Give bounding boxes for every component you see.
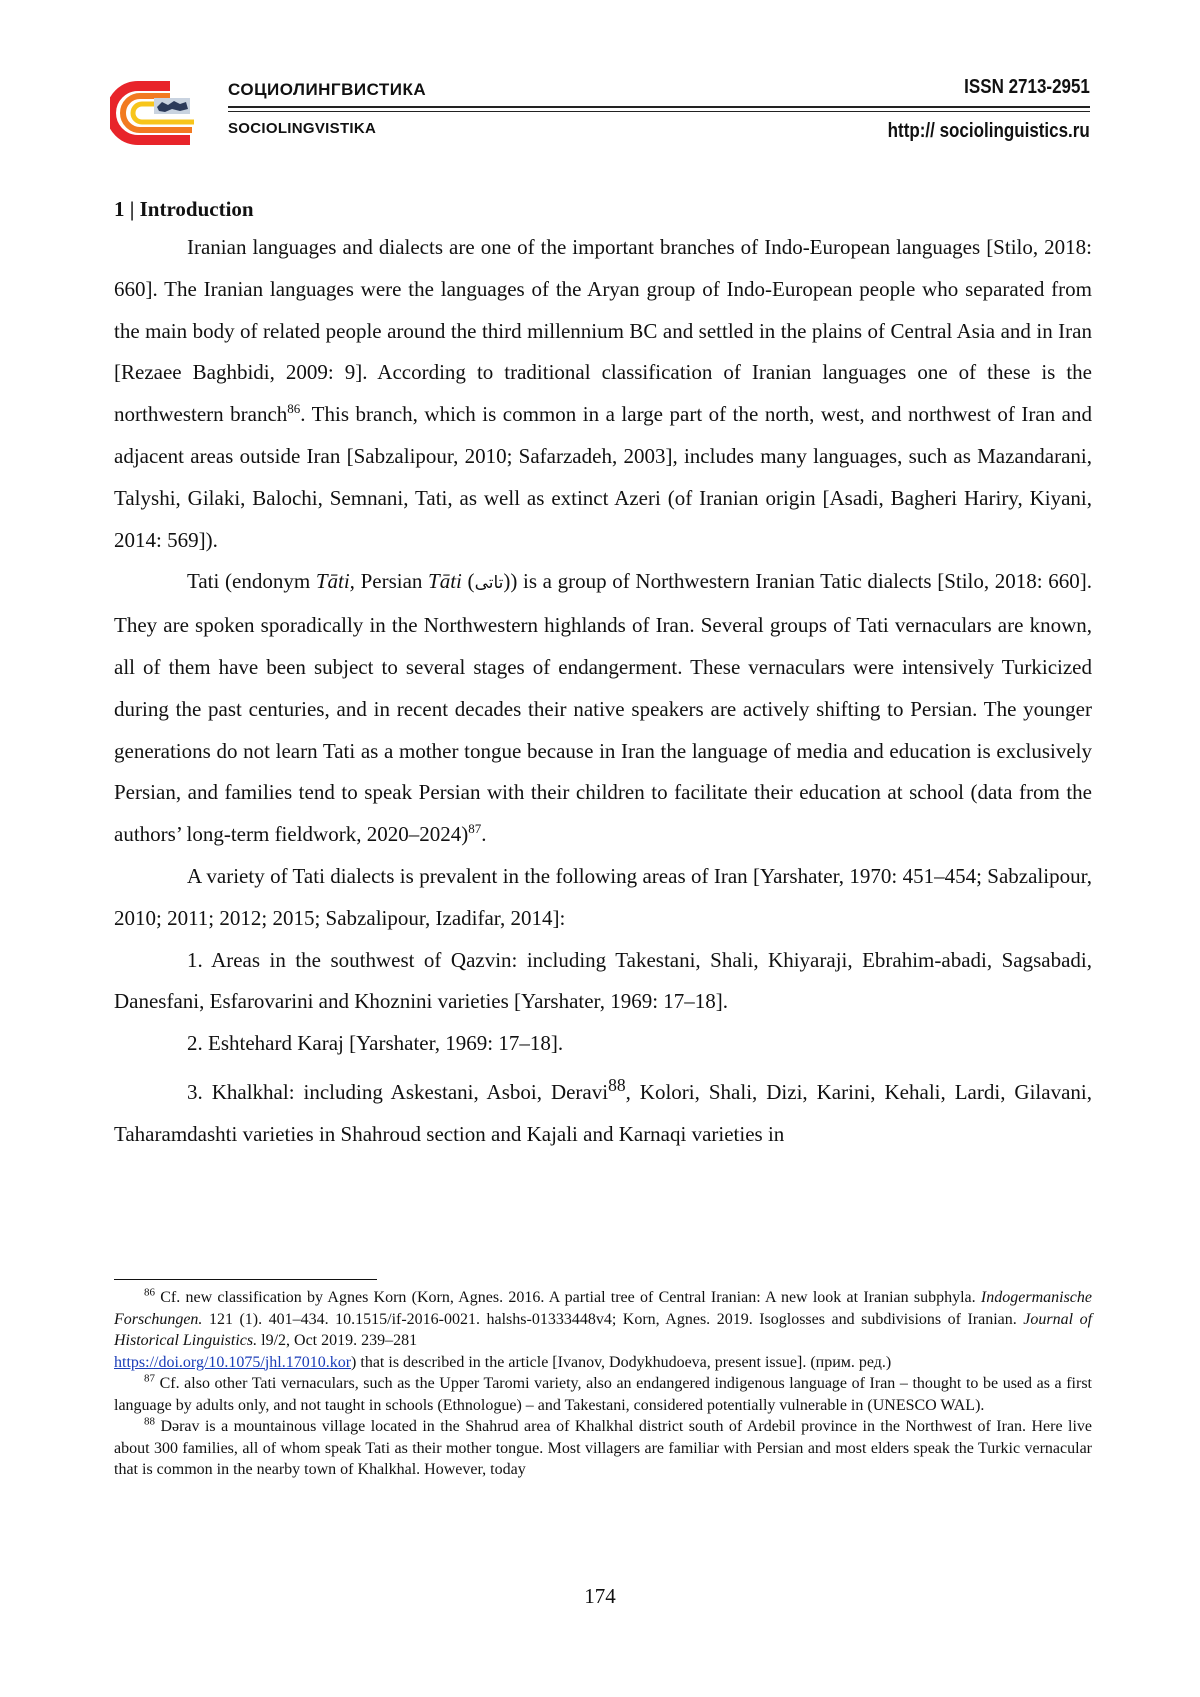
journal-title-en: SOCIOLINGVISTIKA bbox=[228, 120, 377, 137]
footnote-ref-88[interactable]: 88 bbox=[608, 1074, 626, 1095]
paragraph: Tati (endonym Tāti, Persian Tāti (تاتی)) is a group of Northwestern Iranian Tatic dialects [Stilo, 2018: 660]. They are spoken sporadically in the Northwestern highlands of Iran. Several groups of Tati vernaculars are known, all of them have been subject to several stages of endangerment. These vernaculars were intensively Turkicized during the past centuries, and in recent decades their native speakers are actively shifting to Persian. The younger generations do not learn Tati as a mother tongue because in Iran the language of media and education is exclusively Persian, and families tend to speak Persian with their children to facilitate their education at school (data from the authors’ long-term fieldwork, 2020–2024)$^{87}$. bbox=[114, 569, 1093, 847]
header-divider-thin bbox=[228, 111, 1090, 112]
journal-url[interactable]: http:// sociolinguistics.ru bbox=[887, 120, 1090, 142]
journal-title-ru: СОЦИОЛИНГВИСТИКА bbox=[228, 80, 427, 99]
footnote-ref-87[interactable]: 87 bbox=[468, 821, 482, 837]
section-heading: 1 | Introduction bbox=[114, 197, 254, 221]
doi-link[interactable]: https://doi.org/10.1075/jhl.17010.kor bbox=[114, 1353, 352, 1371]
footnote-87: $^{87}$ Cf. also other Tati vernaculars, such as the Upper Taromi variety, also an endangered indigenous language of Iran – thought to be used as a first language by adults only, and not taught in schools (Ethnologue) – and Takestani, considered potentially vulnerable in (UNESCO WAL). bbox=[114, 1372, 1092, 1414]
paragraph: A variety of Tati dialects is prevalent in the following areas of Iran [Yarshater, 1970: 451–454; Sabzalipour, 2010; 2011; 2012; 2015; Sabzalipour, Izadifar, 2014]: bbox=[114, 863, 1092, 930]
sociolinguistics-logo-icon bbox=[110, 78, 210, 148]
page-header bbox=[110, 68, 1090, 158]
footnote-86: $^{86}$ Cf. new classification by Agnes Korn (Korn, Agnes. 2016. A partial tree of Central Iranian: A new look at Iranian subphyla. Indogermanische Forschungen. 121 (1). 401–434. 10.1515/if-2016-0021. halshs-01333448v4; Korn, Agnes. 2019. Isoglosses and subdivisions of Iranian. Journal of Historical Linguistics. l9/2, Oct 2019. 239–281 https://doi.org/10.1075/jhl.17010.kor) that is described in the article [Ivanov, Dodykhudoeva, present issue]. (прим. ред.) bbox=[114, 1286, 1093, 1371]
page-number: 174 bbox=[584, 1584, 616, 1608]
list-item: 3. Khalkhal: including Askestani, Asboi, Deravi$^{88}$, Kolori, Shali, Dizi, Karini, Kehali, Lardi, Gilavani, Taharamdashti varieties in Shahroud section and Kajali and Karnaqi varieties in bbox=[114, 1074, 1092, 1146]
footnotes bbox=[114, 1287, 1092, 1481]
issn-label: ISSN 2713-2951 bbox=[964, 76, 1090, 98]
article-body bbox=[114, 195, 1092, 1156]
list-item: 2. Eshtehard Karaj [Yarshater, 1969: 17–18]. bbox=[187, 1031, 564, 1056]
paragraph: Iranian languages and dialects are one of the important branches of Indo-European languages [Stilo, 2018: 660]. The Iranian languages were the languages of the Aryan group of Indo-European people who separated from the main body of related people around the third millennium BC and settled in the plains of Central Asia and in Iran [Rezaee Baghbidi, 2009: 9]. According to traditional classification of Iranian languages one of these is the northwestern branch$^{86}$. This branch, which is common in a large part of the north, west, and northwest of Iran and adjacent areas outside Iran [Sabzalipour, 2010; Safarzadeh, 2003], includes many languages, such as Mazandarani, Talyshi, Gilaki, Balochi, Semnani, Tati, as well as extinct Azeri (of Iranian origin [Asadi, Bagheri Hariry, Kiyani, 2014: 569]). bbox=[114, 235, 1092, 552]
header-divider bbox=[228, 106, 1090, 108]
footnote-ref-86[interactable]: 86 bbox=[287, 401, 301, 417]
footnote-divider bbox=[114, 1279, 377, 1280]
footnote-88: $^{88}$ Dərav is a mountainous village located in the Shahrud area of Khalkhal district south of Ardebil province in the Northwest of Iran. Here live about 300 families, all of whom speak Tati as their mother tongue. Most villagers are familiar with Persian and most elders speak the Turkic vernacular that is common in the nearby town of Khalkhal. However, today bbox=[114, 1415, 1092, 1478]
list-item: 1. Areas in the southwest of Qazvin: including Takestani, Shali, Khiyaraji, Ebrahim-abadi, Sagsabadi, Danesfani, Esfarovarini and Khoznini varieties [Yarshater, 1969: 17–18]. bbox=[114, 947, 1092, 1014]
